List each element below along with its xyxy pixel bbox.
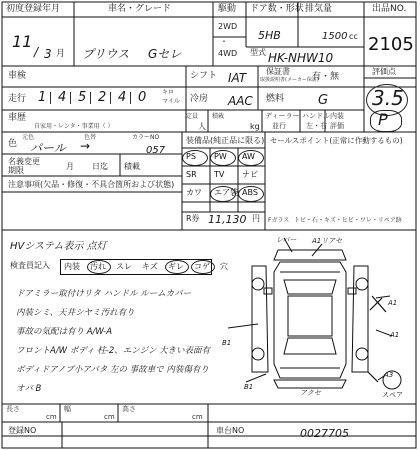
mileage-unit-km: キロ — [162, 89, 175, 96]
equipment-item: PW — [214, 152, 227, 161]
deadline-label: 期限 — [8, 166, 24, 175]
guarantee-options: 有・無 — [312, 72, 340, 82]
original-color-label: 元色 — [22, 134, 35, 141]
mileage-digit: 5 — [78, 90, 87, 105]
equipment-circle — [210, 150, 236, 166]
interior-circle — [370, 110, 402, 132]
color-value: パール — [30, 141, 66, 155]
mileage-digits — [34, 90, 160, 106]
capacity-label: 定員 — [186, 113, 199, 120]
diagram-bottom-label: アクセ — [300, 389, 321, 397]
dealer-label: ディーラー — [265, 112, 300, 120]
chassis-label: 車台NO — [216, 426, 245, 435]
equipment-item: TV — [214, 170, 225, 179]
displacement-label: 排気量 — [305, 4, 333, 14]
shaken-label: 車検 — [8, 71, 27, 81]
color-no-label: カラーNO — [132, 134, 160, 141]
guarantee-sub: 取扱説明書(メーカー保証) — [260, 77, 319, 83]
note-line: ボディドアノブ小アバタ 左の 事故車で 内装傷有り — [16, 365, 209, 375]
grade: Gセレ — [148, 47, 182, 61]
capacity-unit: 人 — [198, 122, 206, 131]
equipment-item: AW — [242, 152, 255, 161]
drive-2wd: 2WD — [218, 22, 238, 31]
recycle-unit: 円 — [252, 214, 260, 223]
handwritten-title: HVシステム表示 点灯 — [10, 241, 107, 252]
rating-value: 3.5 — [372, 86, 404, 110]
note-line: 内装シミ、天井シヤミ汚れ有り — [16, 308, 135, 318]
model-label: 型式 — [250, 48, 266, 57]
width-label: 幅 — [64, 405, 71, 413]
first-reg-label: 初度登録年月 — [6, 4, 61, 14]
car-name-label: 車名・グレード — [108, 4, 172, 14]
arrow-icon: → — [80, 139, 91, 153]
equipment-item: SR — [186, 170, 197, 179]
inspector-option: 汚れ — [90, 262, 106, 271]
equipment-item: ナビ — [242, 170, 258, 179]
inspector-option: ギレ — [168, 262, 184, 271]
equipment-title: 装備品(純正品に限る) — [186, 136, 265, 145]
note-line: フロントA/W ボディ 柱-2、エンジン 大きい表面有 — [16, 346, 211, 356]
reg-year: 11 — [12, 32, 33, 51]
color-change-label: 色替 — [84, 134, 97, 141]
diagram-mark-a3: A3 — [384, 371, 394, 379]
mileage-digit: 1 — [38, 90, 47, 105]
purpose-sub: 自家用・レンタ・事業用（ ） — [34, 123, 114, 130]
equipment-circle — [182, 150, 208, 166]
diagram-mark-a1-right: A1 — [388, 299, 398, 307]
aircon-label: 冷房 — [190, 94, 209, 104]
shift-label: シフト — [190, 71, 218, 81]
spare-label: スペア — [382, 391, 403, 399]
equipment-circle — [210, 186, 236, 202]
glass-label: Fガラス — [268, 217, 290, 224]
chassis-no: 0027705 — [300, 427, 349, 440]
listing-no: 2105 — [368, 34, 414, 55]
month-label: 月 — [66, 162, 74, 171]
mileage-separator — [70, 92, 71, 104]
dealer-sub: 並行 — [272, 122, 286, 130]
recycle-value: 11,130 — [208, 213, 247, 226]
mileage-digit: 0 — [138, 90, 147, 105]
mileage-separator — [50, 92, 51, 104]
sales-point-label: セールスポイント(正常に作動するもの) — [270, 136, 403, 145]
interior-sub: 評価 — [330, 122, 344, 130]
mileage-digit: 4 — [58, 90, 67, 105]
mileage-digit: 4 — [118, 90, 127, 105]
inspector-option: コゲ — [194, 262, 210, 271]
equipment-item: カワ — [186, 188, 202, 197]
inspector-circle — [165, 260, 189, 274]
color-no: 057 — [146, 145, 166, 156]
guarantee-label: 保証書 — [266, 67, 290, 76]
color-label: 色 — [8, 139, 18, 149]
mileage-unit-mile: マイル — [162, 98, 180, 105]
mileage-separator — [130, 92, 131, 104]
door-label: ドア数・形状 — [250, 4, 304, 14]
diagram-mark-b1-2: B1 — [244, 383, 254, 391]
inspector-options — [60, 259, 228, 275]
listing-no-label: 出品NO. — [372, 4, 407, 14]
height-label: 高さ — [122, 405, 136, 413]
equipment-circle — [238, 186, 264, 202]
length-unit: cm — [46, 413, 57, 421]
diagram-top-label: A1リアセ — [312, 237, 343, 245]
interior-label: 内装 — [330, 112, 344, 120]
load-unit: kg — [250, 122, 260, 131]
mileage-separator — [90, 92, 91, 104]
shift-value: IAT — [228, 71, 247, 85]
fuel-label: 燃料 — [266, 94, 285, 104]
inspector-circle — [87, 260, 111, 274]
name-change-label: 名義変更 — [8, 157, 40, 166]
note-line: 事故の気配は有り A/W-A — [16, 327, 113, 337]
diagram-mark-b1: B1 — [222, 339, 232, 347]
reg-no-label: 登録NO — [8, 426, 37, 435]
displacement-unit: cc — [349, 32, 358, 41]
inspector-option: 内装 — [64, 262, 80, 271]
car-name: プリウス — [82, 47, 130, 61]
equipment-item: ABS — [242, 188, 258, 197]
inspector-option: スレ — [116, 262, 132, 271]
handle-sub: 左・右 — [306, 122, 327, 130]
reg-month: 3 — [44, 47, 52, 61]
day-label: 日迄 — [92, 162, 108, 171]
inspector-label: 検査員記入 — [10, 261, 50, 270]
lever-label: レバー — [276, 236, 297, 244]
reg-month-unit: 月 — [56, 49, 66, 59]
note-line: オバ B — [16, 384, 42, 394]
drive-4wd: 4WD — [218, 49, 238, 58]
equipment-circle — [238, 150, 264, 166]
drive-dot: ・ — [220, 37, 228, 46]
purpose-label: 車歴 — [8, 113, 27, 123]
doors: 5HB — [258, 29, 281, 42]
handle-label: ハンドル — [302, 112, 330, 120]
interior-value: P — [378, 110, 388, 129]
load-label: 積載 — [212, 113, 225, 120]
length-label: 長さ — [6, 405, 20, 413]
width-unit: cm — [104, 413, 115, 421]
glass-items: トビ・石・キズ・ヒビ・ワレ・リペア跡 — [294, 217, 402, 224]
drive-label: 駆動 — [218, 4, 237, 14]
reg-slash: / — [34, 45, 39, 59]
displacement: 1500 — [322, 31, 348, 42]
model-code: HK-NHW10 — [268, 51, 334, 65]
mileage-label: 走行 — [8, 94, 27, 104]
notes-label: 注意事項(欠品・修復・不具合箇所および状態) — [8, 180, 175, 189]
equipment-item: PS — [186, 152, 196, 161]
inspector-circle — [191, 260, 215, 274]
mileage-digit: 2 — [98, 90, 107, 105]
mileage-separator — [110, 92, 111, 104]
equipment-item: エア袋 — [214, 188, 238, 197]
tax-label: 積載 — [124, 162, 140, 171]
diagram-mark-a1-right2: A1 — [390, 331, 400, 339]
note-line: ドアミラー取付けリタ ハンドル ルームカバー — [16, 289, 192, 299]
aircon-value: AAC — [228, 94, 253, 108]
height-unit: cm — [192, 413, 203, 421]
recycle-label: R券 — [186, 214, 200, 223]
fuel-value: G — [318, 93, 329, 108]
rating-label: 評価点 — [372, 67, 396, 76]
inspector-option: キズ — [142, 262, 158, 271]
inspector-option: 穴 — [220, 262, 228, 271]
